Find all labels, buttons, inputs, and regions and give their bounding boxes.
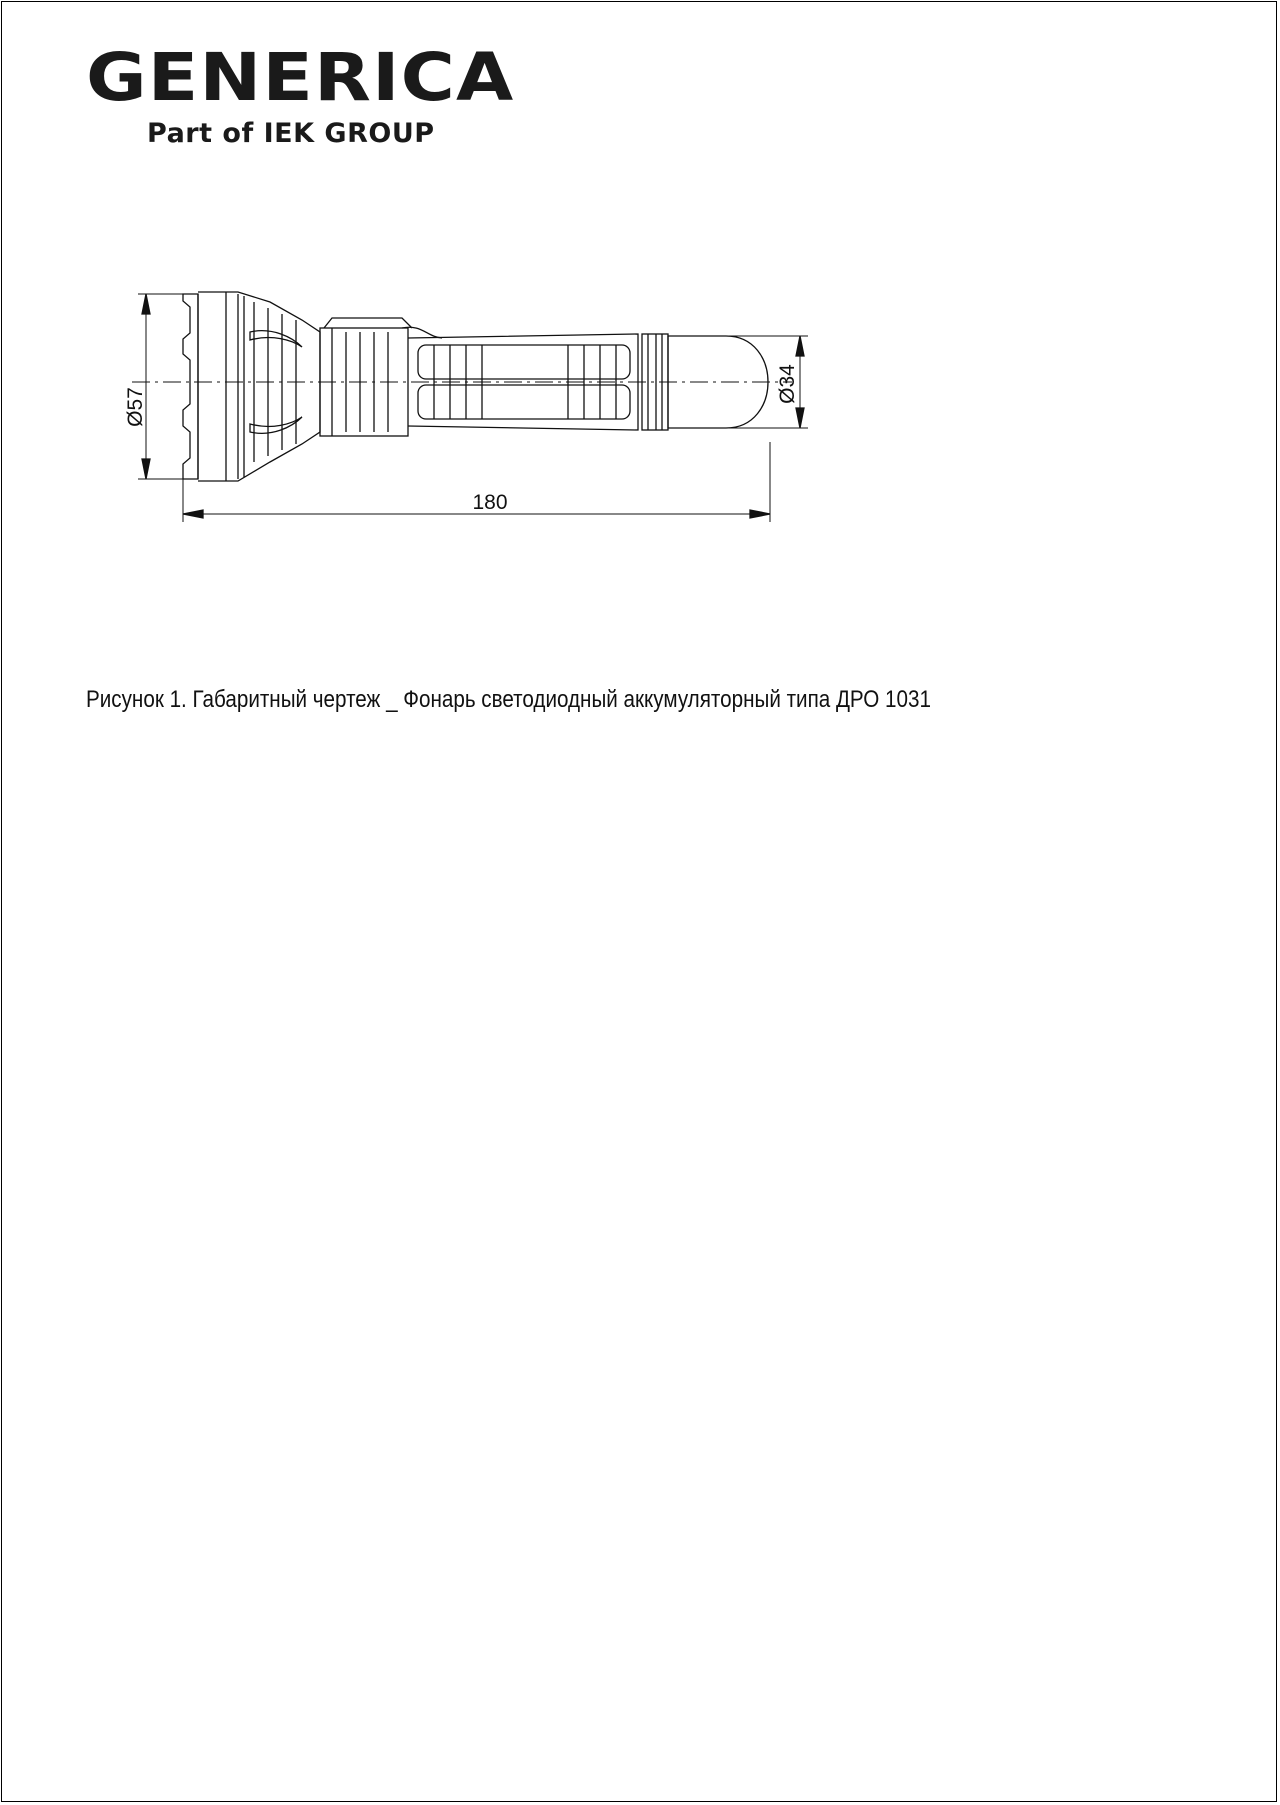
document-page: [1, 1, 1277, 1802]
head-bezel: [183, 294, 198, 479]
dim-180-label: 180: [472, 491, 508, 514]
head-fin-bottom: [250, 417, 302, 433]
head-outline: [198, 292, 320, 481]
dim-57-label: Ø57: [124, 387, 147, 427]
dim-57-arrow-bottom: [142, 459, 150, 479]
dim-180-arrow-left: [183, 510, 203, 518]
dim-34-arrow-bottom: [796, 408, 804, 428]
logo-brand-name: GENERICA: [86, 39, 515, 116]
figure-caption: Рисунок 1. Габаритный чертеж _ Фонарь светодиодный аккумуляторный типа ДРО 1031: [86, 686, 931, 713]
head-fin-top: [250, 331, 302, 347]
dim-57-arrow-top: [142, 294, 150, 314]
dim-34-arrow-top: [796, 336, 804, 356]
switch-button: [324, 318, 412, 328]
dim-180-arrow-right: [750, 510, 770, 518]
dim-34-label: Ø34: [776, 364, 799, 404]
flashlight-dimension-drawing: [2, 2, 1278, 802]
logo-tagline: Part of IEK GROUP: [147, 118, 435, 149]
